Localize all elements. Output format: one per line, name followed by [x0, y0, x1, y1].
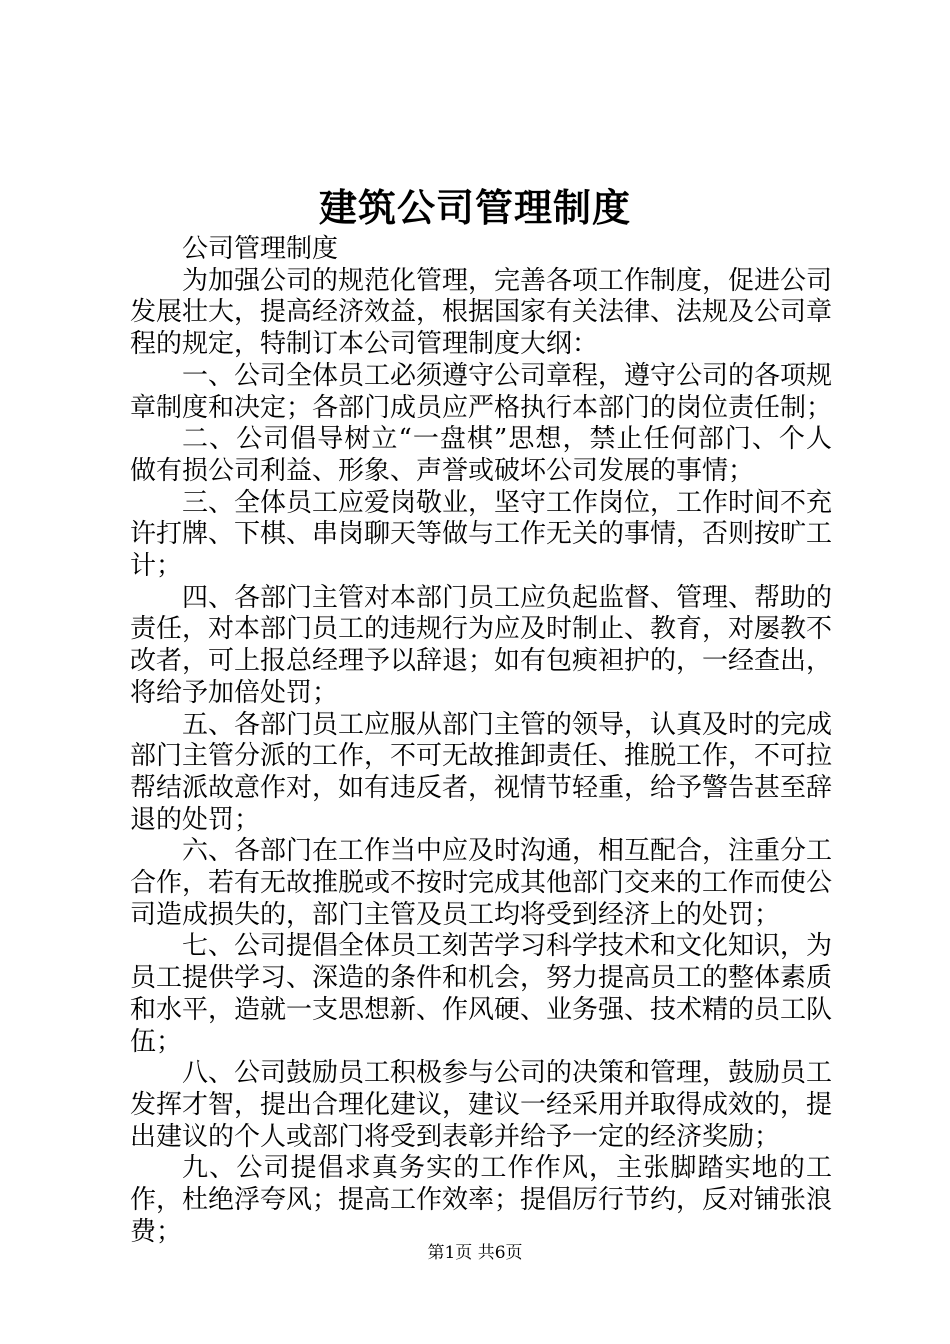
paragraph-item-3: 三、全体员工应爱岗敬业，坚守工作岗位，工作时间不充许打牌、下棋、串岗聊天等做与工作无关的事情，否则按旷工计；: [130, 487, 833, 582]
paragraph-intro: 为加强公司的规范化管理，完善各项工作制度，促进公司发展壮大，提高经济效益，根据国家有关法律、法规及公司章程的规定，特制订本公司管理制度大纲：: [130, 265, 833, 360]
paragraph-item-6: 六、各部门在工作当中应及时沟通，相互配合，注重分工合作，若有无故推脱或不按时完成其他部门交来的工作而使公司造成损失的，部门主管及员工均将受到经济上的处罚；: [130, 836, 833, 930]
paragraph-item-7: 七、公司提倡全体员工刻苦学习科学技术和文化知识，为员工提供学习、深造的条件和机会，努力提高员工的整体素质和水平，造就一支思想新、作风硬、业务强、技术精的员工队伍；: [130, 931, 833, 1057]
paragraph-item-8: 八、公司鼓励员工积极参与公司的决策和管理，鼓励员工发挥才智，提出合理化建议，建议一经采用并取得成效的，提出建议的个人或部门将受到表彰并给予一定的经济奖励；: [130, 1058, 833, 1152]
page-number-footer: 第1页 共6页: [427, 1243, 523, 1263]
paragraph-item-9: 九、公司提倡求真务实的工作作风，主张脚踏实地的工作，杜绝浮夸风；提高工作效率；提倡厉行节约，反对铺张浪费；: [130, 1153, 833, 1247]
paragraph-item-1: 一、公司全体员工必须遵守公司章程，遵守公司的各项规章制度和决定；各部门成员应严格执行本部门的岗位责任制；: [130, 360, 833, 423]
paragraph-subtitle: 公司管理制度: [182, 234, 339, 264]
paragraph-item-4: 四、各部门主管对本部门员工应负起监督、管理、帮助的责任，对本部门员工的违规行为应及时制止、教育，对屡教不改者，可上报总经理予以辞退；如有包瘐袒护的，一经查出，将给予加倍处罚；: [130, 582, 833, 708]
paragraph-item-5: 五、各部门员工应服从部门主管的领导，认真及时的完成部门主管分派的工作，不可无故推卸责任、推脱工作，不可拉帮结派故意作对，如有违反者，视情节轻重，给予警告甚至辞退的处罚；: [130, 709, 833, 835]
paragraph-item-2: 二、公司倡导树立“一盘棋”思想，禁止任何部门、个人做有损公司利益、形象、声誉或破坏公司发展的事情；: [130, 424, 832, 486]
document-body: [130, 234, 832, 1249]
document-title: 建筑公司管理制度: [318, 185, 631, 230]
